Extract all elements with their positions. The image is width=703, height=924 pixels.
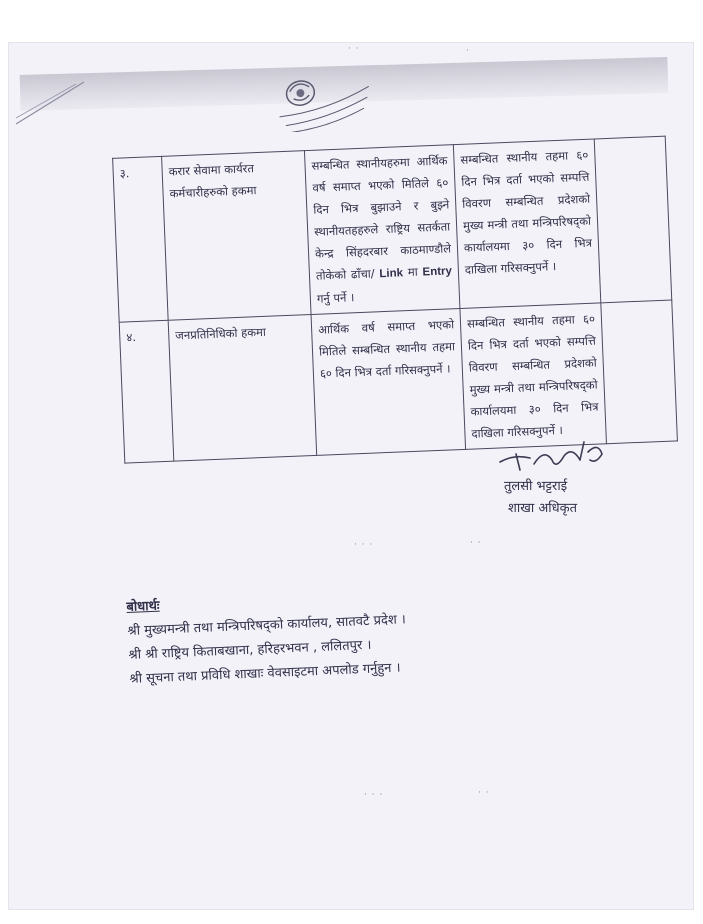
table-row bbox=[113, 136, 672, 322]
link-word: Link bbox=[379, 267, 404, 281]
remarks-cell bbox=[601, 300, 678, 444]
connector-word: मा bbox=[402, 264, 423, 280]
deadline-local-cell bbox=[304, 145, 459, 315]
scan-speck: · · · bbox=[354, 540, 374, 550]
scan-speck: · · bbox=[470, 538, 482, 548]
applies-to-cell: करार सेवामा कार्यरत कर्मचारीहरुको हकमा bbox=[162, 151, 311, 321]
remarks-cell bbox=[594, 136, 672, 303]
scan-speck: · · bbox=[478, 788, 490, 798]
declaration-table bbox=[112, 136, 678, 464]
scan-speck: · · · bbox=[364, 790, 384, 800]
scan-speck: · bbox=[466, 46, 470, 56]
deadline-local-text: सम्बन्धित स्थानीयहरुमा आर्थिक वर्ष समाप्त भएको मितिले ६० दिन भित्र बुझाउने र बुझ्ने स्थानीयतहहरुले राष्ट्रिय सतर्कता केन्द्र सिंहदरबार काठमाण्डौले तोकेको ढाँचा/ bbox=[311, 153, 452, 283]
entry-word: Entry bbox=[422, 265, 453, 279]
deadline-province-cell: सम्बन्धित स्थानीय तहमा ६० दिन भित्र दर्ता भएको सम्पत्ति विवरण सम्बन्धित प्रदेशको मुख्य मन्त्री तथा मन्त्रिपरिषद्को कार्यालयमा ३० दिन भित्र दाखिला गरिसक्नुपर्ने । bbox=[453, 139, 600, 309]
copy-to-line: श्री मुख्यमन्त्री तथा मन्त्रिपरिषद्को कार्यालय, सातवटै प्रदेश । bbox=[127, 612, 407, 639]
scan-speck: · · bbox=[348, 44, 360, 54]
copy-to-line: श्री सूचना तथा प्रविधि शाखाः वेवसाइटमा अपलोड गर्नुहुन । bbox=[129, 660, 401, 687]
row-number: ३. bbox=[113, 156, 169, 322]
deadline-province-cell: सम्बन्धित स्थानीय तहमा ६० दिन भित्र दर्ता भएको सम्पत्ति विवरण सम्बन्धित प्रदेशको मुख्य मन्त्री तथा मन्त्रिपरिषद्को कार्यालयमा ३० दिन भित्र दाखिला गरिसक्नुपर्ने । bbox=[460, 303, 607, 450]
signatory-name: तुलसी भट्टराई bbox=[504, 479, 568, 494]
copy-to-section bbox=[126, 584, 408, 692]
copy-to-line: श्री श्री राष्ट्रिय किताबखाना, हरिहरभवन , ललितपुर । bbox=[128, 637, 372, 663]
deadline-local-tail: गर्नु पर्ने । bbox=[316, 290, 355, 306]
table-row bbox=[119, 300, 677, 463]
copy-to-heading: बोधार्थः bbox=[126, 598, 160, 615]
applies-to-cell: जनप्रतिनिधिको हकमा bbox=[168, 314, 317, 461]
signatory-title: शाखा अधिकृत bbox=[508, 501, 578, 516]
deadline-local-cell: आर्थिक वर्ष समाप्त भएको मितिले सम्बन्धित स्थानीय तहमा ६० दिन भित्र दर्ता गरिसक्नुपर्ने । bbox=[311, 308, 466, 455]
row-number: ४. bbox=[119, 320, 174, 463]
